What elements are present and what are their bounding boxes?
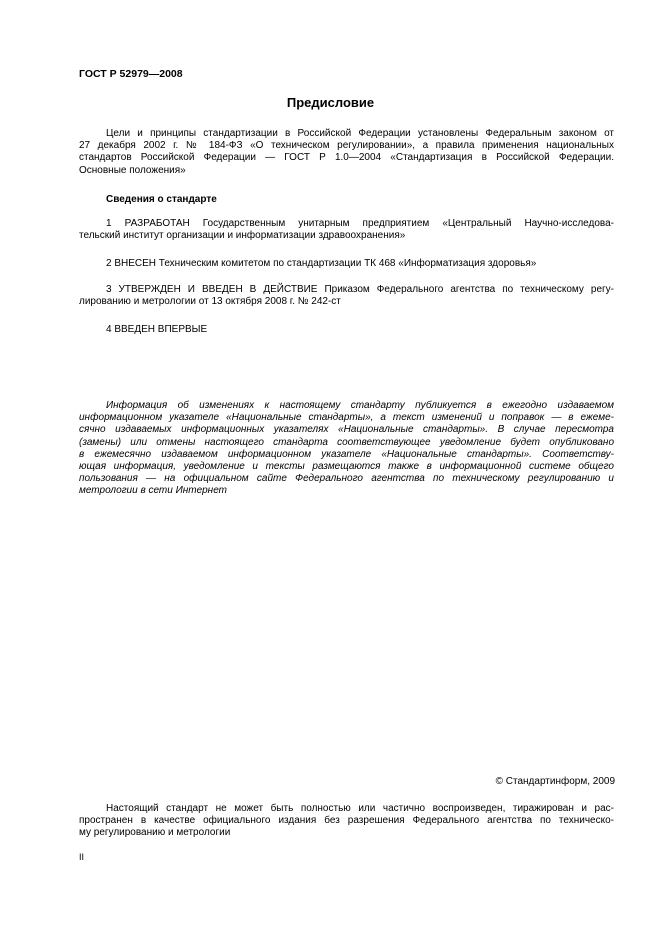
intro-paragraph — [79, 128, 614, 177]
info-line: пользования — на официальном сайте Федерального агентства по техническому регулированию и — [79, 473, 614, 485]
item-4 — [79, 324, 614, 336]
item-3-line: 3 УТВЕРЖДЕН И ВВЕДЕН В ДЕЙСТВИЕ Приказом Федерального агентства по техническому регу- — [106, 284, 614, 295]
notice-line: му регулированию и метрологии — [79, 827, 231, 839]
intro-line: Цели и принципы стандартизации в Российской Федерации установлены Федеральным законом от — [106, 128, 614, 139]
section-heading: Сведения о стандарте — [106, 194, 217, 205]
notice-line: Настоящий стандарт не может быть полностью или частично воспроизведен, тиражирован и рас- — [106, 803, 614, 814]
document-code-header: ГОСТ Р 52979—2008 — [79, 68, 183, 80]
change-information-paragraph — [79, 400, 614, 498]
info-line: Информация об изменениях к настоящему стандарту публикуется в ежегодно издаваемом — [106, 400, 614, 411]
item-2 — [79, 258, 614, 270]
info-line: метрологии в сети Интернет — [79, 485, 227, 497]
item-2-line: 2 ВНЕСЕН Техническим комитетом по стандартизации ТК 468 «Информатизация здоровья» — [106, 258, 537, 269]
copyright-notice: © Стандартинформ, 2009 — [495, 776, 615, 787]
item-1-line: 1 РАЗРАБОТАН Государственным унитарным предприятием «Центральный Научно-исследова- — [106, 218, 614, 229]
info-line: в ежемесячно издаваемом информационном указателе «Национальные стандарты». Соответству- — [79, 448, 614, 460]
info-line: (замены) или отмены настоящего стандарта соответствующее уведомление будет опубликовано — [79, 436, 614, 448]
info-line: сячно издаваемых информационных указателях «Национальные стандарты». В случае пересмотра — [79, 424, 614, 436]
page-title: Предисловие — [286, 95, 375, 110]
item-1 — [79, 218, 614, 242]
item-4-line: 4 ВВЕДЕН ВПЕРВЫЕ — [106, 324, 208, 335]
intro-line: Основные положения» — [79, 164, 186, 176]
notice-line: пространен в качестве официального издания без разрешения Федерального агентства по техническо- — [79, 815, 614, 827]
intro-line: 27 декабря 2002 г. № 184-ФЗ «О техническом регулировании», а правила применения национальных — [79, 140, 614, 152]
item-3-line: лированию и метрологии от 13 октября 2008 г. № 242-ст — [79, 296, 341, 308]
page-number: II — [79, 852, 85, 862]
intro-line: стандартов Российской Федерации — ГОСТ Р 1.0—2004 «Стандартизация в Российской Федерации. — [79, 152, 614, 164]
info-line: информационном указателе «Национальные стандарты», а текст изменений и поправок — в ежеме- — [79, 412, 614, 424]
item-1-line: тельский институт организации и информатизации здравоохранения» — [79, 230, 406, 242]
info-line: ющая информация, уведомление и тексты размещаются также в информационной системе общего — [79, 461, 614, 473]
item-3 — [79, 284, 614, 308]
reproduction-notice — [79, 803, 614, 840]
